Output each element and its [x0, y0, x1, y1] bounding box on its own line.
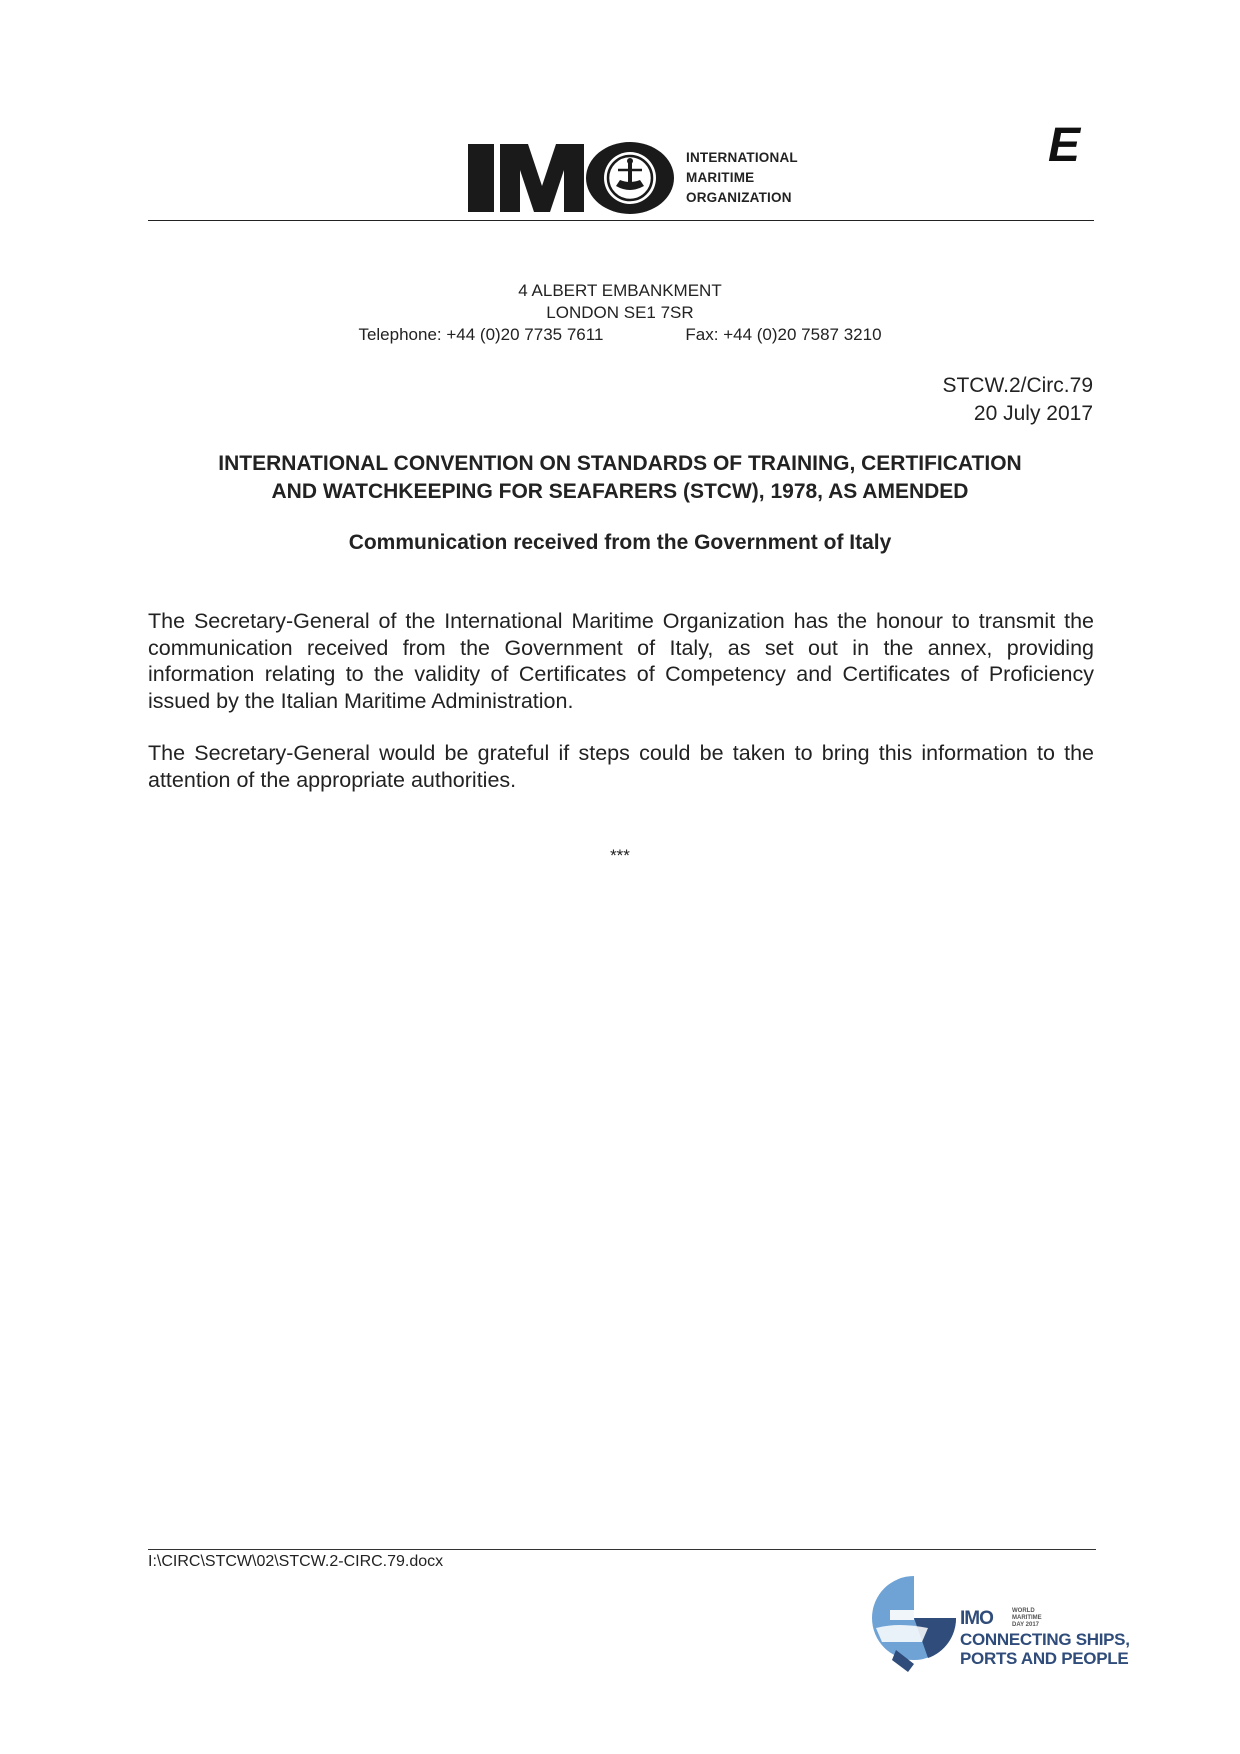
campaign-imo-wordmark: IMO	[960, 1608, 993, 1629]
body-text	[148, 608, 1094, 819]
address-street: 4 ALBERT EMBANKMENT	[518, 281, 722, 300]
campaign-small-line-2: MARITIME	[1012, 1615, 1042, 1621]
circular-date: 20 July 2017	[973, 402, 1093, 425]
address-block	[0, 280, 1240, 346]
address-city: LONDON SE1 7SR	[546, 303, 694, 322]
campaign-tagline	[960, 1630, 1130, 1668]
paragraph-1: The Secretary-General of the International Maritime Organization has the honour to transmit the communication received from the Government of Italy, as set out in the annex, providing information relating to the validity of Certificates of Competency and Certificates of Proficiency issued by the Italian Maritime Administration.	[148, 609, 1094, 713]
document-subtitle: Communication received from the Government of Italy	[348, 531, 892, 554]
campaign-small-text	[1012, 1608, 1042, 1629]
footer-divider	[148, 1549, 1096, 1550]
document-title	[120, 450, 1120, 506]
file-path: I:\CIRC\STCW\02\STCW.2-CIRC.79.docx	[148, 1553, 444, 1570]
paragraph-2: The Secretary-General would be grateful if steps could be taken to bring this information to the attention of the appropriate authorities.	[148, 741, 1094, 792]
language-mark: E	[1048, 119, 1081, 172]
fax-number: Fax: +44 (0)20 7587 3210	[685, 325, 882, 344]
organization-name	[686, 148, 798, 208]
circular-symbol: STCW.2/Circ.79	[942, 374, 1093, 397]
document-reference	[942, 372, 1093, 428]
campaign-small-line-3: DAY 2017	[1012, 1622, 1040, 1628]
header-divider	[148, 220, 1094, 221]
org-line-1: INTERNATIONAL	[686, 150, 798, 165]
ship-port-emblem-icon	[868, 1572, 960, 1678]
contact-line	[0, 324, 1240, 346]
end-separator: ***	[610, 846, 630, 865]
tagline-line-2: PORTS AND PEOPLE	[960, 1649, 1129, 1668]
org-line-3: ORGANIZATION	[686, 190, 792, 205]
tagline-line-1: CONNECTING SHIPS,	[960, 1630, 1130, 1649]
world-maritime-day-logo	[868, 1572, 1130, 1682]
telephone-number: Telephone: +44 (0)20 7735 7611	[358, 325, 604, 344]
imo-logo	[466, 140, 826, 216]
campaign-small-line-1: WORLD	[1012, 1608, 1035, 1614]
title-line-2: AND WATCHKEEPING FOR SEAFARERS (STCW), 1978, AS AMENDED	[271, 480, 969, 503]
org-line-2: MARITIME	[686, 170, 755, 185]
imo-wordmark-icon	[466, 140, 678, 216]
title-line-1: INTERNATIONAL CONVENTION ON STANDARDS OF TRAINING, CERTIFICATION	[218, 452, 1022, 475]
